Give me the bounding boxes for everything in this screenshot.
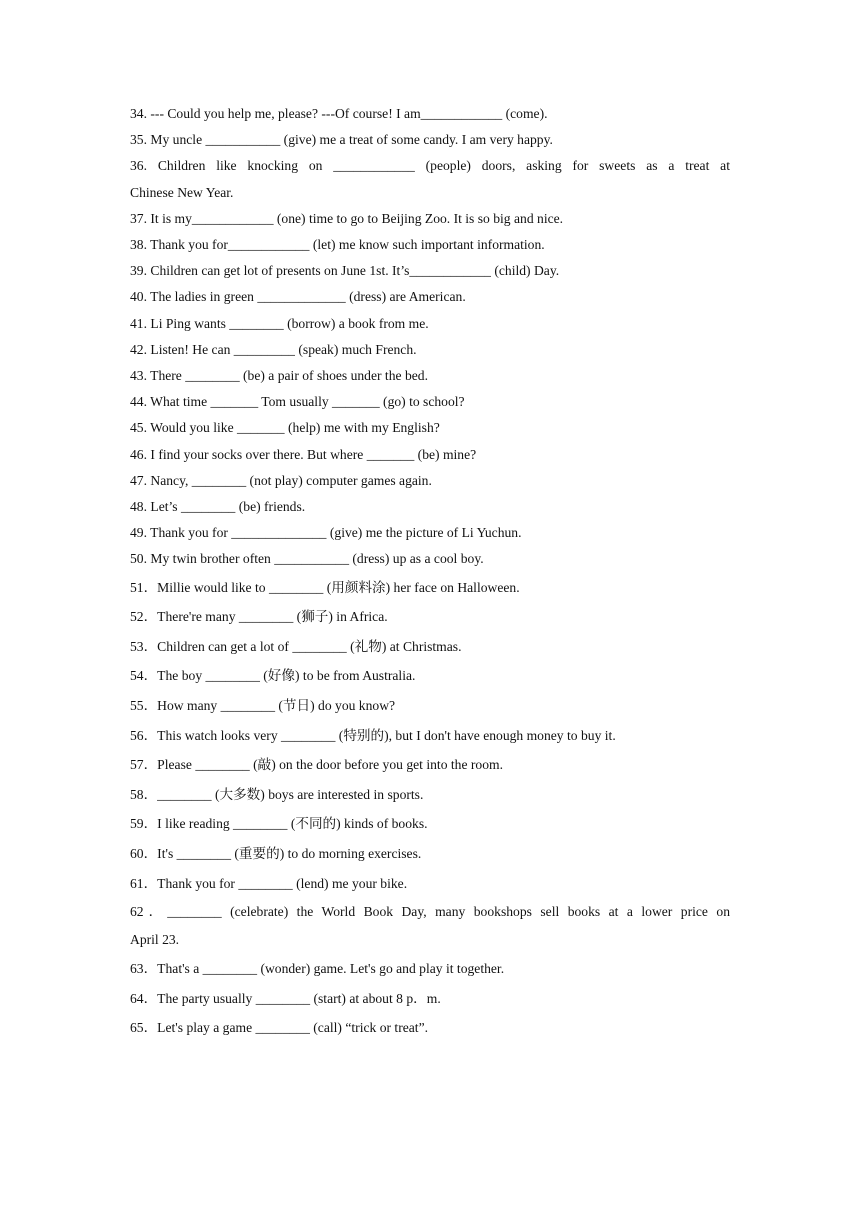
question-53: 53．Children can get a lot of ________ (礼物) at Christmas. bbox=[130, 638, 462, 654]
question-61: 61．Thank you for ________ (lend) me your bike. bbox=[130, 875, 408, 891]
question-56: 56．This watch looks very ________ (特别的), but I don't have enough money to buy it. bbox=[130, 727, 616, 743]
question-34: 34. --- Could you help me, please? ---Of course! I am____________ (come). bbox=[130, 106, 548, 121]
question-group-51-65 bbox=[130, 573, 730, 1043]
question-62: 62．________ (celebrate) the World Book Day, many bookshops sell books at a lower price on bbox=[130, 904, 730, 920]
question-38: 38. Thank you for____________ (let) me know such important information. bbox=[130, 237, 545, 253]
question-59: 59．I like reading ________ (不同的) kinds of books. bbox=[130, 816, 428, 832]
question-51: 51．Millie would like to ________ (用颜料涂) her face on Halloween. bbox=[130, 579, 520, 595]
question-46: 46. I find your socks over there. But where _______ (be) mine? bbox=[130, 446, 477, 462]
question-39: 39. Children can get lot of presents on June 1st. It’s____________ (child) Day. bbox=[130, 263, 560, 279]
worksheet-page bbox=[130, 101, 730, 1043]
question-group-34-50 bbox=[130, 101, 730, 573]
question-35: 35. My uncle ___________ (give) me a treat of some candy. I am very happy. bbox=[130, 132, 553, 148]
question-43: 43. There ________ (be) a pair of shoes under the bed. bbox=[130, 368, 428, 384]
question-57: 57．Please ________ (敲) on the door before you get into the room. bbox=[130, 757, 503, 773]
question-41: 41. Li Ping wants ________ (borrow) a book from me. bbox=[130, 315, 429, 331]
question-58: 58．________ (大多数) boys are interested in sports. bbox=[130, 786, 424, 802]
question-62-continued: April 23. bbox=[130, 932, 180, 948]
question-50: 50. My twin brother often ___________ (dress) up as a cool boy. bbox=[130, 551, 484, 567]
question-45: 45. Would you like _______ (help) me with my English? bbox=[130, 420, 440, 436]
question-63: 63．That's a ________ (wonder) game. Let's go and play it together. bbox=[130, 961, 505, 977]
question-65: 65．Let's play a game ________ (call) “trick or treat”. bbox=[130, 1020, 429, 1036]
question-49: 49. Thank you for ______________ (give) me the picture of Li Yuchun. bbox=[130, 525, 522, 541]
question-36: 36. Children like knocking on ____________ (people) doors, asking for sweets as a treat at bbox=[130, 158, 730, 174]
question-54: 54．The boy ________ (好像) to be from Australia. bbox=[130, 668, 416, 684]
question-60: 60．It's ________ (重要的) to do morning exercises. bbox=[130, 846, 422, 861]
question-42: 42. Listen! He can _________ (speak) much French. bbox=[130, 341, 417, 357]
question-40: 40. The ladies in green _____________ (dress) are American. bbox=[130, 289, 466, 305]
question-44: 44. What time _______ Tom usually _______ (go) to school? bbox=[130, 394, 465, 410]
question-64: 64．The party usually ________ (start) at about 8 p．m. bbox=[130, 990, 441, 1006]
question-48: 48. Let’s ________ (be) friends. bbox=[130, 499, 306, 515]
question-55: 55．How many ________ (节日) do you know? bbox=[130, 698, 396, 714]
question-47: 47. Nancy, ________ (not play) computer games again. bbox=[130, 472, 432, 488]
question-36-continued: Chinese New Year. bbox=[130, 184, 234, 200]
question-52: 52．There're many ________ (狮子) in Africa. bbox=[130, 609, 388, 625]
question-37: 37. It is my____________ (one) time to go to Beijing Zoo. It is so big and nice. bbox=[130, 210, 564, 226]
